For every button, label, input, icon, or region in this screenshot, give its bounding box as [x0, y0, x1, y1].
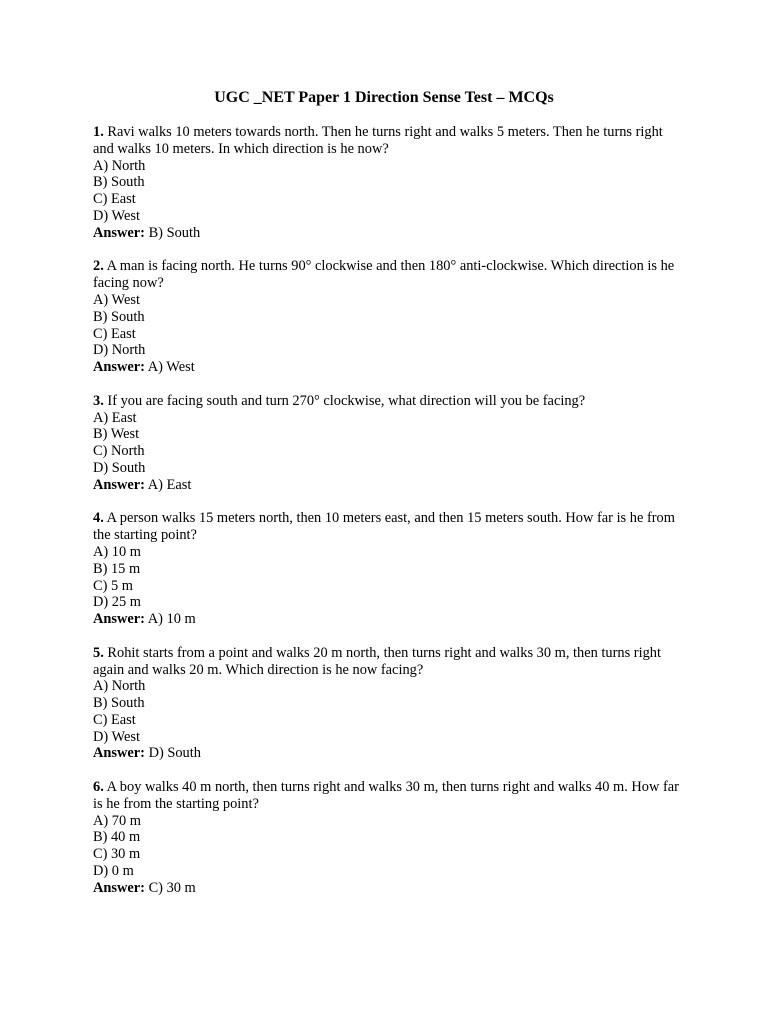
- option-a: A) 10 m: [93, 543, 141, 560]
- option-d: D) West: [93, 207, 140, 224]
- answer-line: [93, 611, 683, 628]
- answer-value: B) South: [148, 224, 201, 241]
- answer-label: Answer:: [93, 224, 145, 241]
- option-a: A) East: [93, 409, 137, 426]
- answer-label: Answer:: [93, 879, 145, 896]
- option-d: D) South: [93, 459, 146, 476]
- question-number: 1.: [93, 124, 104, 140]
- option-c: C) East: [93, 325, 136, 342]
- option-a: A) West: [93, 291, 140, 308]
- answer-label: Answer:: [93, 745, 145, 762]
- option-c: C) East: [93, 191, 136, 208]
- question-item: [93, 510, 683, 628]
- question-number: 2.: [93, 258, 104, 275]
- question-text: Rohit starts from a point and walks 20 m north, then turns right and walks 30 m, then turns right again and walks 20 m. Which direction is he now facing?: [93, 644, 661, 678]
- question-number: 4.: [93, 510, 104, 527]
- question-text: If you are facing south and turn 270° clockwise, what direction will you be facing?: [107, 392, 586, 409]
- answer-value: A) 10 m: [147, 611, 196, 628]
- question-stem: [93, 124, 683, 158]
- question-number: 6.: [93, 779, 104, 796]
- question-item: [93, 779, 683, 897]
- option-a: A) 70 m: [93, 812, 141, 829]
- question-item: [93, 258, 683, 376]
- question-list: [93, 124, 683, 913]
- option-b: B) West: [93, 426, 140, 443]
- option-b: B) 15 m: [93, 560, 141, 577]
- question-item: [93, 645, 683, 763]
- option-b: B) South: [93, 174, 145, 191]
- answer-label: Answer:: [93, 359, 145, 376]
- question-stem: [93, 258, 683, 292]
- option-d: D) West: [93, 728, 140, 745]
- question-number: 5.: [93, 644, 104, 661]
- option-d: D) North: [93, 342, 146, 359]
- answer-value: C) 30 m: [148, 879, 196, 896]
- answer-line: [93, 359, 683, 376]
- question-stem: [93, 645, 683, 679]
- question-stem: [93, 510, 683, 544]
- question-text: Ravi walks 10 meters towards north. Then he turns right and walks 5 meters. Then he turns right and walks 10 meters. In which direction is he now?: [93, 124, 663, 157]
- answer-line: [93, 745, 683, 762]
- question-item: [93, 124, 683, 242]
- answer-value: A) West: [147, 359, 195, 376]
- option-a: A) North: [93, 157, 146, 174]
- answer-value: D) South: [148, 745, 201, 762]
- option-d: D) 0 m: [93, 863, 134, 880]
- answer-label: Answer:: [93, 476, 145, 493]
- answer-value: A) East: [147, 476, 192, 493]
- question-text: A boy walks 40 m north, then turns right and walks 30 m, then turns right and walks 40 m. How far is he from the starting point?: [93, 779, 679, 812]
- option-b: B) South: [93, 308, 145, 325]
- option-b: B) South: [93, 695, 145, 712]
- document-title: UGC _NET Paper 1 Direction Sense Test – MCQs: [214, 89, 554, 106]
- question-stem: [93, 393, 683, 410]
- answer-line: [93, 225, 683, 242]
- option-b: B) 40 m: [93, 829, 141, 846]
- option-a: A) North: [93, 678, 146, 695]
- option-d: D) 25 m: [93, 594, 141, 611]
- answer-line: [93, 880, 683, 897]
- option-c: C) East: [93, 711, 136, 728]
- option-c: C) North: [93, 443, 145, 460]
- option-c: C) 30 m: [93, 846, 141, 863]
- option-c: C) 5 m: [93, 577, 133, 594]
- answer-line: [93, 477, 683, 494]
- question-stem: [93, 779, 683, 813]
- answer-label: Answer:: [93, 611, 145, 628]
- question-text: A man is facing north. He turns 90° clockwise and then 180° anti-clockwise. Which direction is he facing now?: [93, 258, 675, 292]
- question-item: [93, 393, 683, 494]
- question-text: A person walks 15 meters north, then 10 meters east, and then 15 meters south. How far is he from the starting point?: [93, 510, 675, 544]
- question-number: 3.: [93, 392, 104, 409]
